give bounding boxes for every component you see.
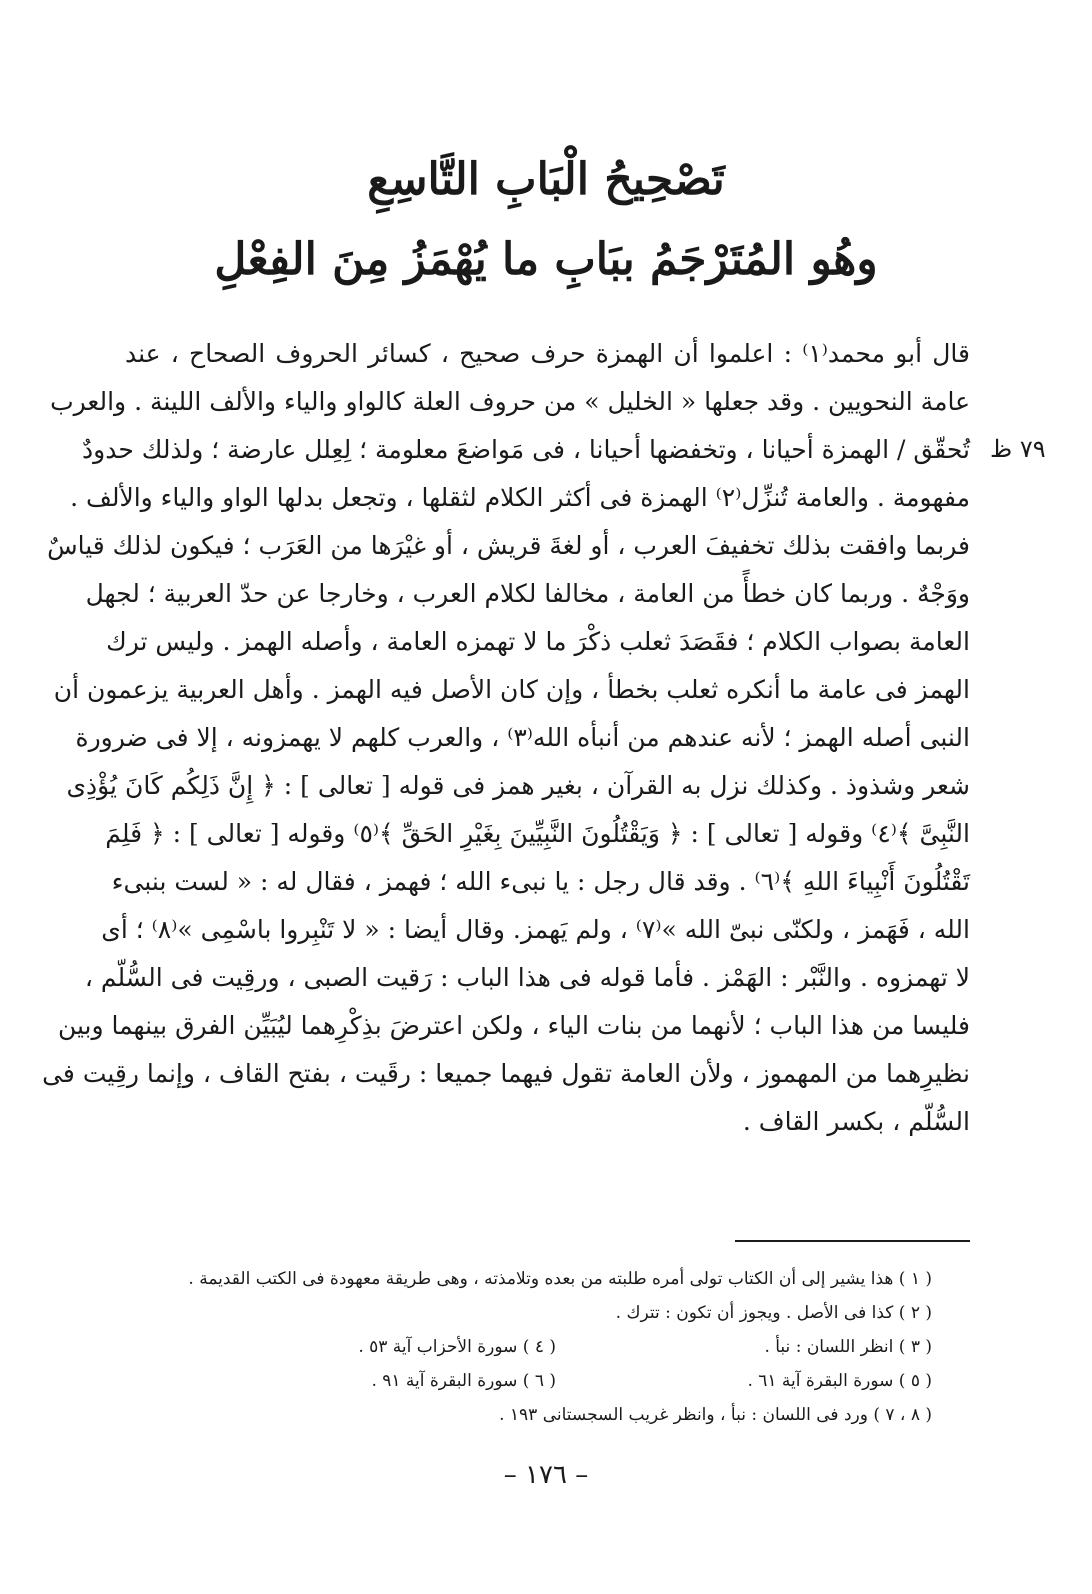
chapter-title: تَصْحِيحُ الْبَابِ التَّاسِعِ	[367, 154, 725, 205]
body-line: عامة النحويين . وقد جعلها « الخليل » من حروف العلة كالواو والياء والألف اللينة . والعرب	[50, 387, 970, 416]
body-line: الله ، فَهَمز ، ولكنّى نبىّ الله »⁽٧⁾ ، ولم يَهمز. وقال أيضا : « لا تَنْبِروا باسْمِى »⁽٨⁾ ؛ أى	[101, 915, 970, 944]
footnote-row	[180, 1364, 932, 1398]
body-line: فليسا من هذا الباب ؛ لأنهما من بنات الياء ، ولكن اعترضَ بذِكْرِهما ليُبَيِّن الفرق بينهما وبين	[57, 1011, 970, 1040]
body-line: السُّلّم ، بكسر القاف .	[742, 1107, 970, 1136]
footnote: ( ٣ ) انظر اللسان : نبأ .	[764, 1337, 932, 1357]
body-line: لا تهمزوه . والنَّبْر : الهَمْز . فأما قوله فى هذا الباب : رَقيت الصبى ، ورقِيت فى السُّلّم ،	[84, 963, 970, 992]
body-line: تُحقّق / الهمزة أحيانا ، وتخفضها أحيانا ، فى مَواضعَ معلومة ؛ لِعِلل عارضة ؛ ولذلك حدودٌ	[82, 435, 970, 464]
footnote: ( ١ ) هذا يشير إلى أن الكتاب تولى أمره طلبته من بعده وتلامذته ، وهى طريقة معهودة فى الكتب القديمة .	[188, 1269, 932, 1289]
body-paragraph	[42, 330, 970, 1146]
body-line: فربما وافقت بذلك تخفيفَ العرب ، أو لغةَ قريش ، أو غيْرَها من العَرَب ؛ فيكون لذلك قياسٌ	[47, 531, 970, 560]
body-line: تَقْتُلُونَ أَنْبِياءَ اللهِ ﴾⁽٦⁾ . وقد قال رجل : يا نبىء الله ؛ فهمز ، فقال له : « لست بنبىء	[111, 867, 970, 896]
page-number: – ١٧٦ –	[503, 1460, 589, 1490]
body-line: الهمز فى عامة ما أنكره ثعلب بخطأ ، وإن كان الأصل فيه الهمز . وأهل العربية يزعمون أن	[53, 675, 970, 704]
footnotes	[180, 1262, 932, 1432]
margin-folio-note: ٧٩ ظ	[990, 435, 1046, 463]
footnote: ( ٢ ) كذا فى الأصل . ويجوز أن تكون : تترك .	[615, 1303, 932, 1323]
body-line: النبى أصله الهمز ؛ لأنه عندهم من أنبأه الله⁽٣⁾ ، والعرب كلهم لا يهمزونه ، إلا فى ضرورة	[75, 723, 970, 752]
footnote: ( ٥ ) سورة البقرة آية ٦١ .	[747, 1371, 932, 1391]
body-line: ووَجْهٌ . وربما كان خطأً من العامة ، مخالفا لكلام العرب ، وخارجا عن حدّ العربية ؛ لجهل	[85, 579, 970, 608]
footnote-divider	[735, 1240, 970, 1242]
footnote-row	[180, 1330, 932, 1364]
body-line: شعر وشذوذ . وكذلك نزل به القرآن ، بغير همز فى قوله [ تعالى ] : ﴿ إِنَّ ذَلِكُم كَانَ يُؤْذِى	[66, 771, 970, 800]
body-line: النَّبِىَّ ﴾⁽٤⁾ وقوله [ تعالى ] : ﴿ وَيَقْتُلُونَ النَّبِيِّينَ بِغَيْرِ الحَقِّ ﴾⁽٥⁾ وقوله [ تعالى ] : ﴿ فَلِمَ	[105, 819, 970, 848]
body-line: قال أبو محمد⁽١⁾ : اعلموا أن الهمزة حرف صحيح ، كسائر الحروف الصحاح ، عند	[125, 339, 970, 368]
footnote: ( ٨ ، ٧ ) ورد فى اللسان : نبأ ، وانظر غريب السجستانى ١٩٣ .	[499, 1405, 932, 1425]
body-line: نظيرِهما من المهموز ، ولأن العامة تقول فيهما جميعا : رقَيت ، بفتح القاف ، وإنما رقِيت فى	[42, 1059, 970, 1088]
footnote: ( ٦ ) سورة البقرة آية ٩١ .	[371, 1371, 556, 1391]
footnote: ( ٤ ) سورة الأحزاب آية ٥٣ .	[358, 1337, 556, 1357]
body-line: مفهومة . والعامة تُنزِّل⁽٢⁾ الهمزة فى أكثر الكلام لثقلها ، وتجعل بدلها الواو والياء والألف .	[70, 483, 970, 512]
chapter-subtitle: وهُو المُتَرْجَمُ ببَابِ ما يُهْمَزُ مِنَ الفِعْلِ	[214, 234, 878, 285]
body-line: العامة بصواب الكلام ؛ فقَصَدَ ثعلب ذكْرَ ما لا تهمزه العامة ، وأصله الهمز . وليس ترك	[106, 627, 970, 656]
